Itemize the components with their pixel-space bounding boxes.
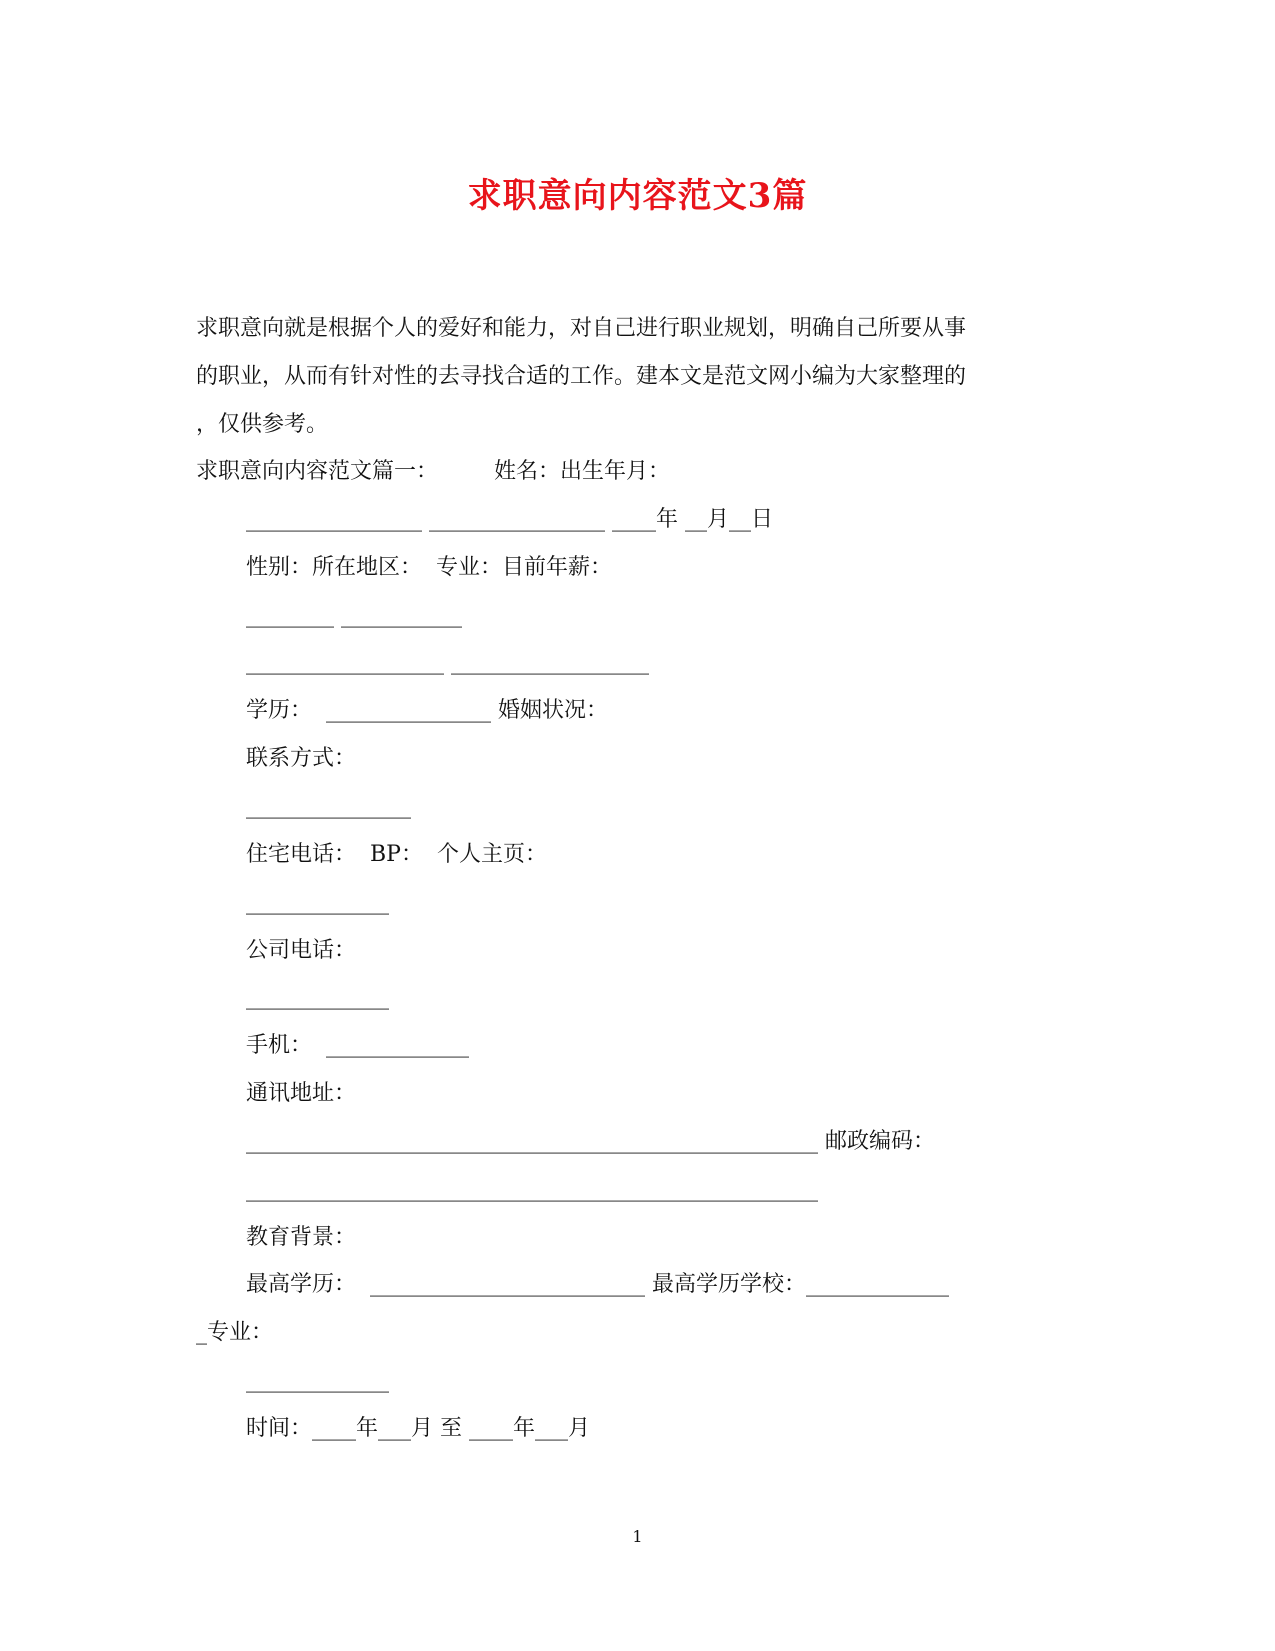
blank-line: _____________	[246, 890, 389, 915]
address-heading: 通讯地址：	[246, 1081, 357, 1106]
company-phone-line: 公司电话：	[246, 938, 357, 963]
blank-line: _____________	[246, 1368, 389, 1393]
document-title: 求职意向内容范文3篇	[467, 176, 808, 216]
mobile-line: 手机： _____________	[246, 1033, 469, 1058]
intro-line-2: 的职业，从而有针对性的去寻找合适的工作。建本文是范文网小编为大家整理的	[196, 364, 967, 389]
blank-line: _____________	[246, 985, 389, 1010]
blank-line: ________ ___________	[246, 603, 462, 628]
gender-region-line: 性别：所在地区： 专业：目前年薪：	[246, 555, 612, 580]
address-postcode-line: ____________________________________________________ 邮政编码：	[246, 1129, 935, 1154]
education-background-heading: 教育背景：	[246, 1225, 357, 1250]
section-heading-line: 求职意向内容范文篇一： 姓名：出生年月：	[196, 459, 670, 484]
highest-degree-line: 最高学历： _________________________ 最高学历学校：_____________	[246, 1272, 949, 1297]
intro-line-1: 求职意向就是根据个人的爱好和能力，对自己进行职业规划，明确自己所要从事	[196, 316, 967, 341]
phone-bp-homepage-line: 住宅电话： BP： 个人主页：	[246, 842, 547, 867]
major-line: _专业：	[196, 1320, 274, 1345]
page-number: 1	[632, 1527, 643, 1546]
time-range-line: 时间：____年___月 至 ____年___月	[246, 1416, 590, 1441]
contact-heading: 联系方式：	[246, 746, 357, 771]
birth-date-blanks: ________________ ________________ ____年 __月__日	[246, 507, 773, 532]
blank-line: _______________	[246, 794, 411, 819]
blank-line: __________________ __________________	[246, 650, 649, 675]
education-marital-line: 学历： _______________ 婚姻状况：	[246, 698, 608, 723]
blank-line: ____________________________________________________	[246, 1177, 818, 1202]
intro-line-3: ，仅供参考。	[196, 412, 329, 437]
